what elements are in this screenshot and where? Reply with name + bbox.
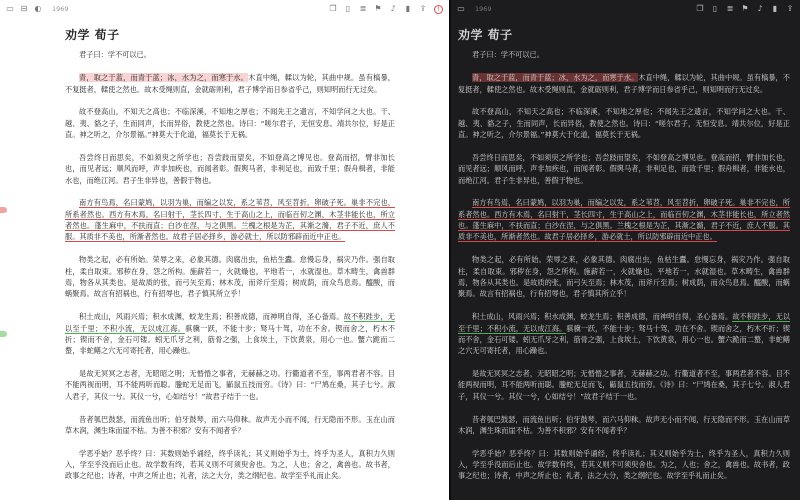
sidebar-icon[interactable]: ▭ [457, 4, 465, 13]
paragraph [65, 197, 395, 243]
paragraph-text: 吾尝终日而思矣，不如须臾之所学也；吾尝跂而望矣，不如登高之博见也。登高而招，臂非加长也，而见者远；顺风而呼，声非加疾也，而闻者彰。假舆马者，非利足也，而致千里；假舟楫者，非能水也，而绝江河。君子生非异也，善假于物也。 [65, 152, 395, 185]
copy-icon[interactable]: ❐ [696, 4, 704, 13]
paragraph-text: 骐骥一跃，不能十步；驽马十驾，功在不舍。锲而舍之，朽木不折；锲而不舍，金石可镂。蚓无爪牙之利，筋骨之强，上食埃土，下饮黄泉，用心一也。蟹六跪而二螯，非蛇鳝之穴无可寄托者，用心躁也。 [65, 323, 395, 356]
dark-reader-pane [451, 0, 800, 500]
paragraph-text: 骐骥一跃，不能十步；驽马十驾，功在不舍。锲而舍之，朽木不折；锲而不舍，金石可镂。蚓无爪牙之利，筋骨之强，上食埃土，下饮黄泉，用心一也。蟹六跪而二螯，非蛇鳝之穴无可寄托者，用心躁也。 [458, 323, 790, 356]
annotated-text[interactable]: 故不积跬步，无以至千里；不积小流，无以成江海。 [458, 312, 790, 333]
paragraph-text: 故不登高山，不知天之高也；不临深溪，不知地之厚也；不闻先王之遗言，不知学问之大也。干、越、夷、貉之子，生而同声，长而异俗，教使之然也。诗曰：“嗟尔君子，无恒安息。靖共尔位，好是正直。神之听之，介尔景福。”神莫大于化道，福莫长于无祸。 [65, 107, 395, 140]
paragraph [458, 368, 790, 402]
flag-icon[interactable]: ⚑ [374, 4, 382, 13]
paragraph-text: 学恶乎始？恶乎终？曰：其数则始乎诵经，终乎读礼；其义则始乎为士，终乎为圣人，真积力久则入，学至乎没而后止也。故学数有终，若其义则不可须臾舍也。为之，人也；舍之，禽兽也。故书者，政事之纪也；诗者，中声之所止也；礼者，法之大分，类之纲纪也。故学至乎礼而止矣。 [458, 448, 790, 481]
paragraph-text: 君子曰：学不可以已。 [472, 50, 544, 60]
microphone-icon[interactable]: ♪ [390, 4, 396, 13]
paragraph-text: 木直中绳，輮以为轮，其曲中规。虽有槁暴，不复挺者，輮使之然也。故木受绳则直，金就砺则利，君子博学而日参省乎己，则知明而行无过矣。 [65, 73, 395, 94]
toolbar-dark [451, 0, 800, 18]
page-icon[interactable]: ▯ [712, 4, 718, 13]
list-icon[interactable]: ≣ [726, 4, 734, 13]
paragraph [65, 414, 395, 437]
year-label: 1969 [52, 5, 69, 13]
paragraph [458, 197, 790, 243]
page-icon[interactable]: ▯ [345, 4, 351, 13]
annotated-text[interactable]: 青，取之于蓝，而青于蓝；冰，水为之，而寒于水。 [79, 73, 249, 83]
paragraph [458, 72, 790, 95]
paragraph [458, 49, 790, 60]
paragraph-text: 积土成山，风雨兴焉；积水成渊，蛟龙生焉；积善成德，而神明自得，圣心备焉。 [79, 312, 344, 322]
annotated-text[interactable]: 故君子居必择乡，游必就士，所以防邪辟而近中正也。 [544, 232, 717, 242]
share-icon[interactable]: ⇪ [786, 4, 794, 13]
article-title: 劝学 荀子 [458, 28, 513, 42]
bookmark-icon[interactable]: ▮ [405, 4, 411, 13]
paragraph [65, 448, 395, 482]
article-title: 劝学 荀子 [65, 28, 120, 42]
list-icon[interactable]: ≣ [359, 4, 367, 13]
paragraph [65, 106, 395, 140]
toolbar-light [0, 0, 449, 18]
flag-icon[interactable]: ⚑ [741, 4, 749, 13]
theme-toggle-icon[interactable]: ◐ [34, 4, 42, 13]
paragraph [458, 311, 790, 357]
paragraph [65, 311, 395, 357]
paragraph-list [458, 49, 790, 481]
paragraph-text: 学恶乎始？恶乎终？曰：其数则始乎诵经，终乎读礼；其义则始乎为士，终乎为圣人，真积力久则入，学至乎没而后止也。故学数有终，若其义则不可须臾舍也。为之，人也；舍之，禽兽也。故书者，政事之纪也；诗者，中声之所止也；礼者，法之大分，类之纲纪也。故学至乎礼而止矣。 [65, 448, 395, 481]
sidebar-icon[interactable]: ▭ [6, 4, 14, 13]
paragraph [65, 368, 395, 402]
paragraph [65, 152, 395, 186]
paragraph [458, 254, 790, 300]
paragraph [458, 152, 790, 186]
paragraph-text: 物类之起，必有所始。荣辱之来，必象其德。肉腐出虫，鱼枯生蠹。怠慢忘身，祸灾乃作。强自取柱，柔自取束。邪秽在身，怨之所构。施薪若一，火就燥也，平地若一，水就湿也。草木畴生，禽兽群焉，物各从其类也。是故质的张，而弓矢至焉；林木茂，而斧斤至焉；树成荫，而众鸟息焉。醯酸，而蜹聚焉。故言有招祸也，行有招辱也，君子慎其所立乎！ [458, 255, 790, 299]
annotation-marker-green[interactable] [0, 331, 7, 337]
paragraph [458, 414, 790, 437]
annotated-text[interactable]: 故君子居必择乡，游必就士，所以防邪辟而近中正也。 [172, 232, 346, 242]
paragraph-text: 木直中绳，輮以为轮，其曲中规。虽有槁暴，不复挺者，輮使之然也。故木受绳则直，金就砺则利，君子博学而日参省乎己，则知明而行无过矣。 [458, 73, 790, 94]
annotation-marker-red[interactable] [0, 207, 7, 213]
paragraph [65, 254, 395, 300]
bookmark-icon[interactable]: ▮ [772, 4, 778, 13]
paragraph-text: 是故无冥冥之志者，无昭昭之明；无惛惛之事者，无赫赫之功。行衢道者不至，事两君者不容。目不能两视而明，耳不能两听而聪。螣蛇无足而飞，鼫鼠五技而穷。《诗》曰：“尸鸠在桑，其子七兮。淑人君子，其仪一兮。其仪一兮，心如结兮！”故君子结于一也。 [458, 369, 790, 401]
annotated-text[interactable]: 故不积跬步，无以至千里；不积小流，无以成江海。 [65, 312, 395, 333]
paragraph-text: 昔者瓠巴鼓瑟，而流鱼出听；伯牙鼓琴，而六马仰秣。故声无小而不闻，行无隐而不形。玉在山而草木润，渊生珠而崖不枯。为善不积邪？安有不闻者乎？ [65, 414, 395, 435]
paragraph [65, 49, 395, 60]
microphone-icon[interactable]: ♪ [757, 4, 763, 13]
paragraph [458, 448, 790, 482]
paragraph-text: 昔者瓠巴鼓瑟，而流鱼出听；伯牙鼓琴，而六马仰秣。故声无小而不闻，行无隐而不形。玉在山而草木润，渊生珠而崖不枯。为善不积邪？安有不闻者乎？ [458, 414, 790, 435]
paragraph [65, 72, 395, 95]
paragraph-text: 积土成山，风雨兴焉；积水成渊，蛟龙生焉；积善成德，而神明自得，圣心备焉。 [472, 312, 733, 322]
paragraph-list [65, 49, 395, 481]
copy-icon[interactable]: ❐ [329, 4, 337, 13]
paragraph-text: 故不登高山，不知天之高也；不临深溪，不知地之厚也；不闻先王之遗言，不知学问之大也。干、越、夷、貉之子，生而同声，长而异俗，教使之然也。诗曰：“嗟尔君子，无恒安息。靖共尔位，好是正直。神之听之，介尔景福。”神莫大于化道，福莫长于无祸。 [458, 107, 790, 140]
share-icon[interactable]: ⇪ [419, 4, 427, 13]
alert-icon[interactable]: ! [434, 5, 443, 14]
paragraph-text: 物类之起，必有所始。荣辱之来，必象其德。肉腐出虫，鱼枯生蠹。怠慢忘身，祸灾乃作。强自取柱，柔自取束。邪秽在身，怨之所构。施薪若一，火就燥也，平地若一，水就湿也。草木畴生，禽兽群焉，物各从其类也。是故质的张，而弓矢至焉；林木茂，而斧斤至焉；树成荫，而众鸟息焉。醯酸，而蜹聚焉。故言有招祸也，行有招辱也，君子慎其所立乎！ [65, 255, 395, 299]
annotated-text[interactable]: 南方有鸟焉，名曰蒙鸠，以羽为巢，而编之以发，系之苇苕，风至苕折，卵破子死。巢非不完也，所系者然也。西方有木焉，名曰射干，茎长四寸，生于高山之上，而临百仞之渊，木茎非能长也，所立者然也。蓬生麻中，不扶而直；白沙在涅，与之俱黑。兰槐之根是为芷，其渐之滫，君子不近，庶人不服。其质非不美也，所渐者然也。 [65, 198, 395, 242]
year-label: 1969 [475, 5, 492, 13]
paragraph-text: 君子曰：学不可以已。 [79, 50, 151, 60]
paragraph-text: 是故无冥冥之志者，无昭昭之明；无惛惛之事者，无赫赫之功。行衢道者不至，事两君者不容。目不能两视而明，耳不能两听而聪。螣蛇无足而飞，鼫鼠五技而穷。《诗》曰：“尸鸠在桑，其子七兮。淑人君子，其仪一兮。其仪一兮，心如结兮！”故君子结于一也。 [65, 369, 395, 401]
annotated-text[interactable]: 青，取之于蓝，而青于蓝；冰，水为之，而寒于水。 [472, 73, 639, 83]
paragraph [458, 106, 790, 140]
paragraph-text: 吾尝终日而思矣，不如须臾之所学也；吾尝跂而望矣，不如登高之博见也。登高而招，臂非加长也，而见者远；顺风而呼，声非加疾也，而闻者彰。假舆马者，非利足也，而致千里；假舟楫者，非能水也，而绝江河。君子生非异也，善假于物也。 [458, 152, 790, 185]
layout-icon[interactable]: ⊟ [20, 4, 28, 13]
article-content-dark [458, 30, 790, 493]
annotated-text[interactable]: 南方有鸟焉，名曰蒙鸠，以羽为巢，而编之以发，系之苇苕，风至苕折，卵破子死。巢非不完也，所系者然也。西方有木焉，名曰射干，茎长四寸，生于高山之上，而临百仞之渊，木茎非能长也，所立者然也。蓬生麻中，不扶而直；白沙在涅，与之俱黑。兰槐之根是为芷，其渐之滫，君子不近，庶人不服。其质非不美也，所渐者然也。 [458, 198, 790, 242]
article-content-light [65, 30, 395, 493]
